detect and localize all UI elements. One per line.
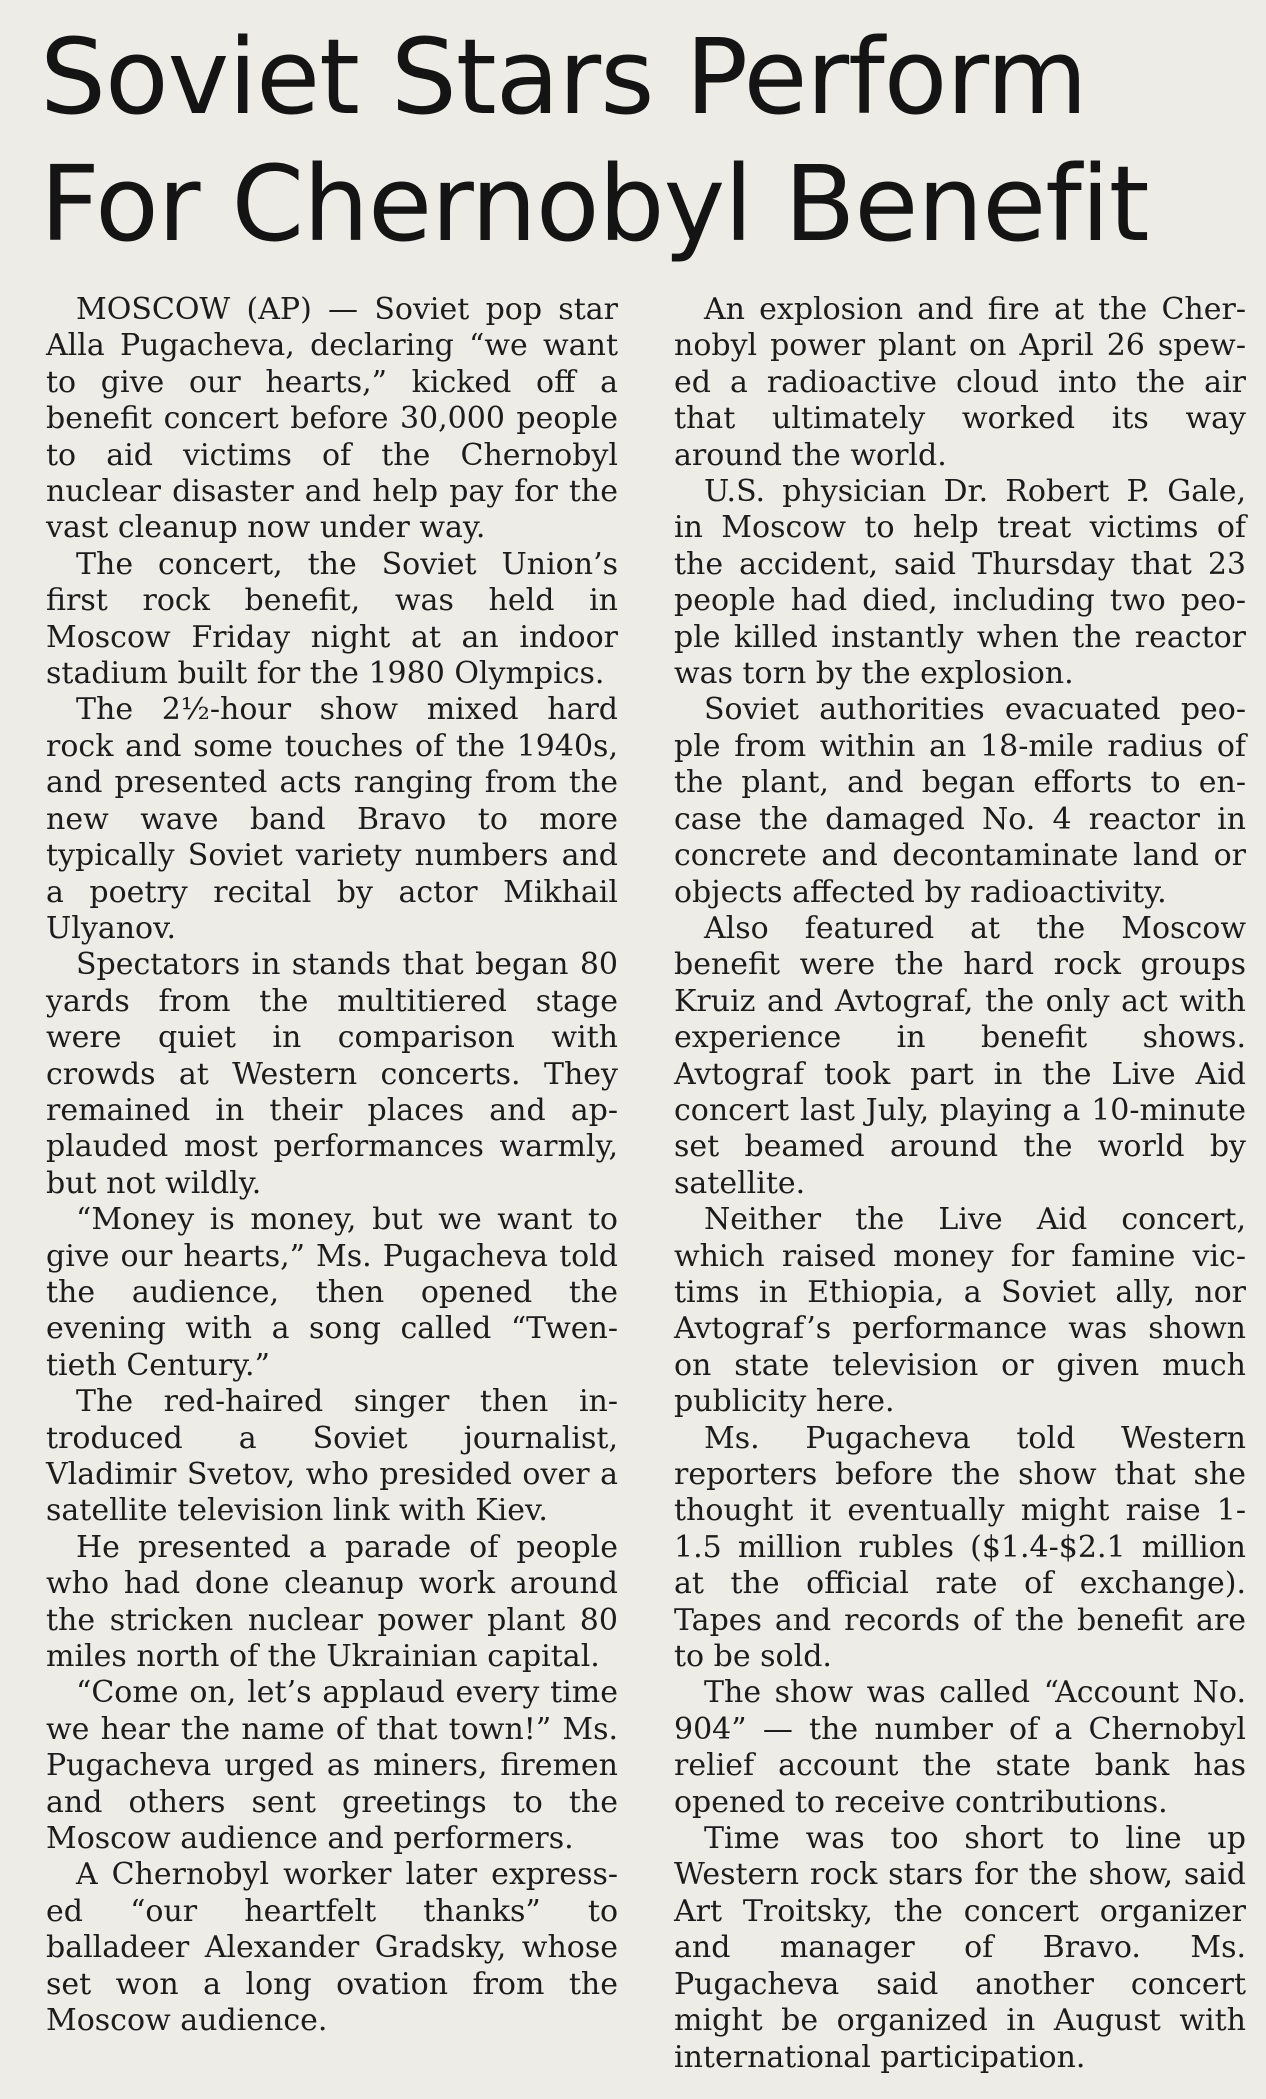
paragraph: “Come on, let’s applaud every time we hear the name of that town!” Ms. Pugacheva urged as miners, firemen and others sent greetings to the Moscow audience and performers. [46,1675,618,1857]
headline-line-2: For Chernobyl Benefit [40,143,1149,265]
paragraph: An explosion and fire at the Chernobyl power plant on April 26 spewed a radioactive cloud into the air that ultimately worked its way around the world. [674,292,1246,473]
paragraph: A Chernobyl worker later expressed “our heartfelt thanks” to balladeer Alexander Gradsky, whose set won a long ovation from the Moscow audience. [46,1857,618,2039]
paragraph: Spectators in stands that began 80 yards from the multitiered stage were quiet in comparison with crowds at Western concerts. They remained in their places and applauded most performances warmly, but not wildly. [46,947,618,1201]
paragraph: Time was too short to line up Western rock stars for the show, said Art Troitsky, the concert organizer and manager of Bravo. Ms. Pugacheva said another concert might be organized in August with international participation. [674,1821,1246,2075]
paragraph: He presented a parade of people who had done cleanup work around the stricken nuclear power plant 80 miles north of the Ukrainian capital. [46,1529,618,1675]
paragraph: Also featured at the Moscow benefit were the hard rock groups Kruiz and Avtograf, the only act with experience in benefit shows. Avtograf took part in the Live Aid concert last July, playing a 10-minute set beamed around the world by satellite. [674,910,1246,1201]
paragraph: The show was called “Account No. 904” — the number of a Chernobyl relief account the state bank has opened to receive contributions. [674,1675,1246,1820]
right-column [674,292,1246,2076]
paragraph: MOSCOW (AP) — Soviet pop star Alla Pugacheva, declaring “we want to give our hearts,” kicked off a benefit concert before 30,000 people to aid victims of the Chernobyl nuclear disaster and help pay for the vast cleanup now under way. [46,292,618,546]
paragraph: “Money is money, but we want to give our hearts,” Ms. Pugacheva told the audience, then opened the evening with a song called “Twentieth Century.” [46,1202,618,1383]
paragraph: The 2½-hour show mixed hard rock and some touches of the 1940s, and presented acts ranging from the new wave band Bravo to more typically Soviet variety numbers and a poetry recital by actor Mikhail Ulyanov. [46,692,618,946]
paragraph: Neither the Live Aid concert, which raised money for famine victims in Ethiopia, a Soviet ally, nor Avtograf’s performance was shown on state television or given much publicity here. [674,1202,1246,1420]
left-column [46,292,618,2040]
paragraph: Ms. Pugacheva told Western reporters before the show that she thought it eventually might raise 1-1.5 million rubles ($1.4-$2.1 million at the official rate of exchange). Tapes and records of the benefit are to be sold. [674,1420,1246,1675]
headline-line-1: Soviet Stars Perform [40,16,1087,138]
paragraph: U.S. physician Dr. Robert P. Gale, in Moscow to help treat victims of the accident, said Thursday that 23 people had died, including two people killed instantly when the reactor was torn by the explosion. [674,474,1246,692]
paragraph: Soviet authorities evacuated people from within an 18-mile radius of the plant, and began efforts to encase the damaged No. 4 reactor in concrete and decontaminate land or objects affected by radioactivity. [674,692,1246,910]
paragraph: The red-haired singer then introduced a Soviet journalist, Vladimir Svetov, who presided over a satellite television link with Kiev. [46,1384,618,1529]
paragraph: The concert, the Soviet Union’s first rock benefit, was held in Moscow Friday night at an indoor stadium built for the 1980 Olympics. [46,546,618,692]
headline [40,14,1230,268]
